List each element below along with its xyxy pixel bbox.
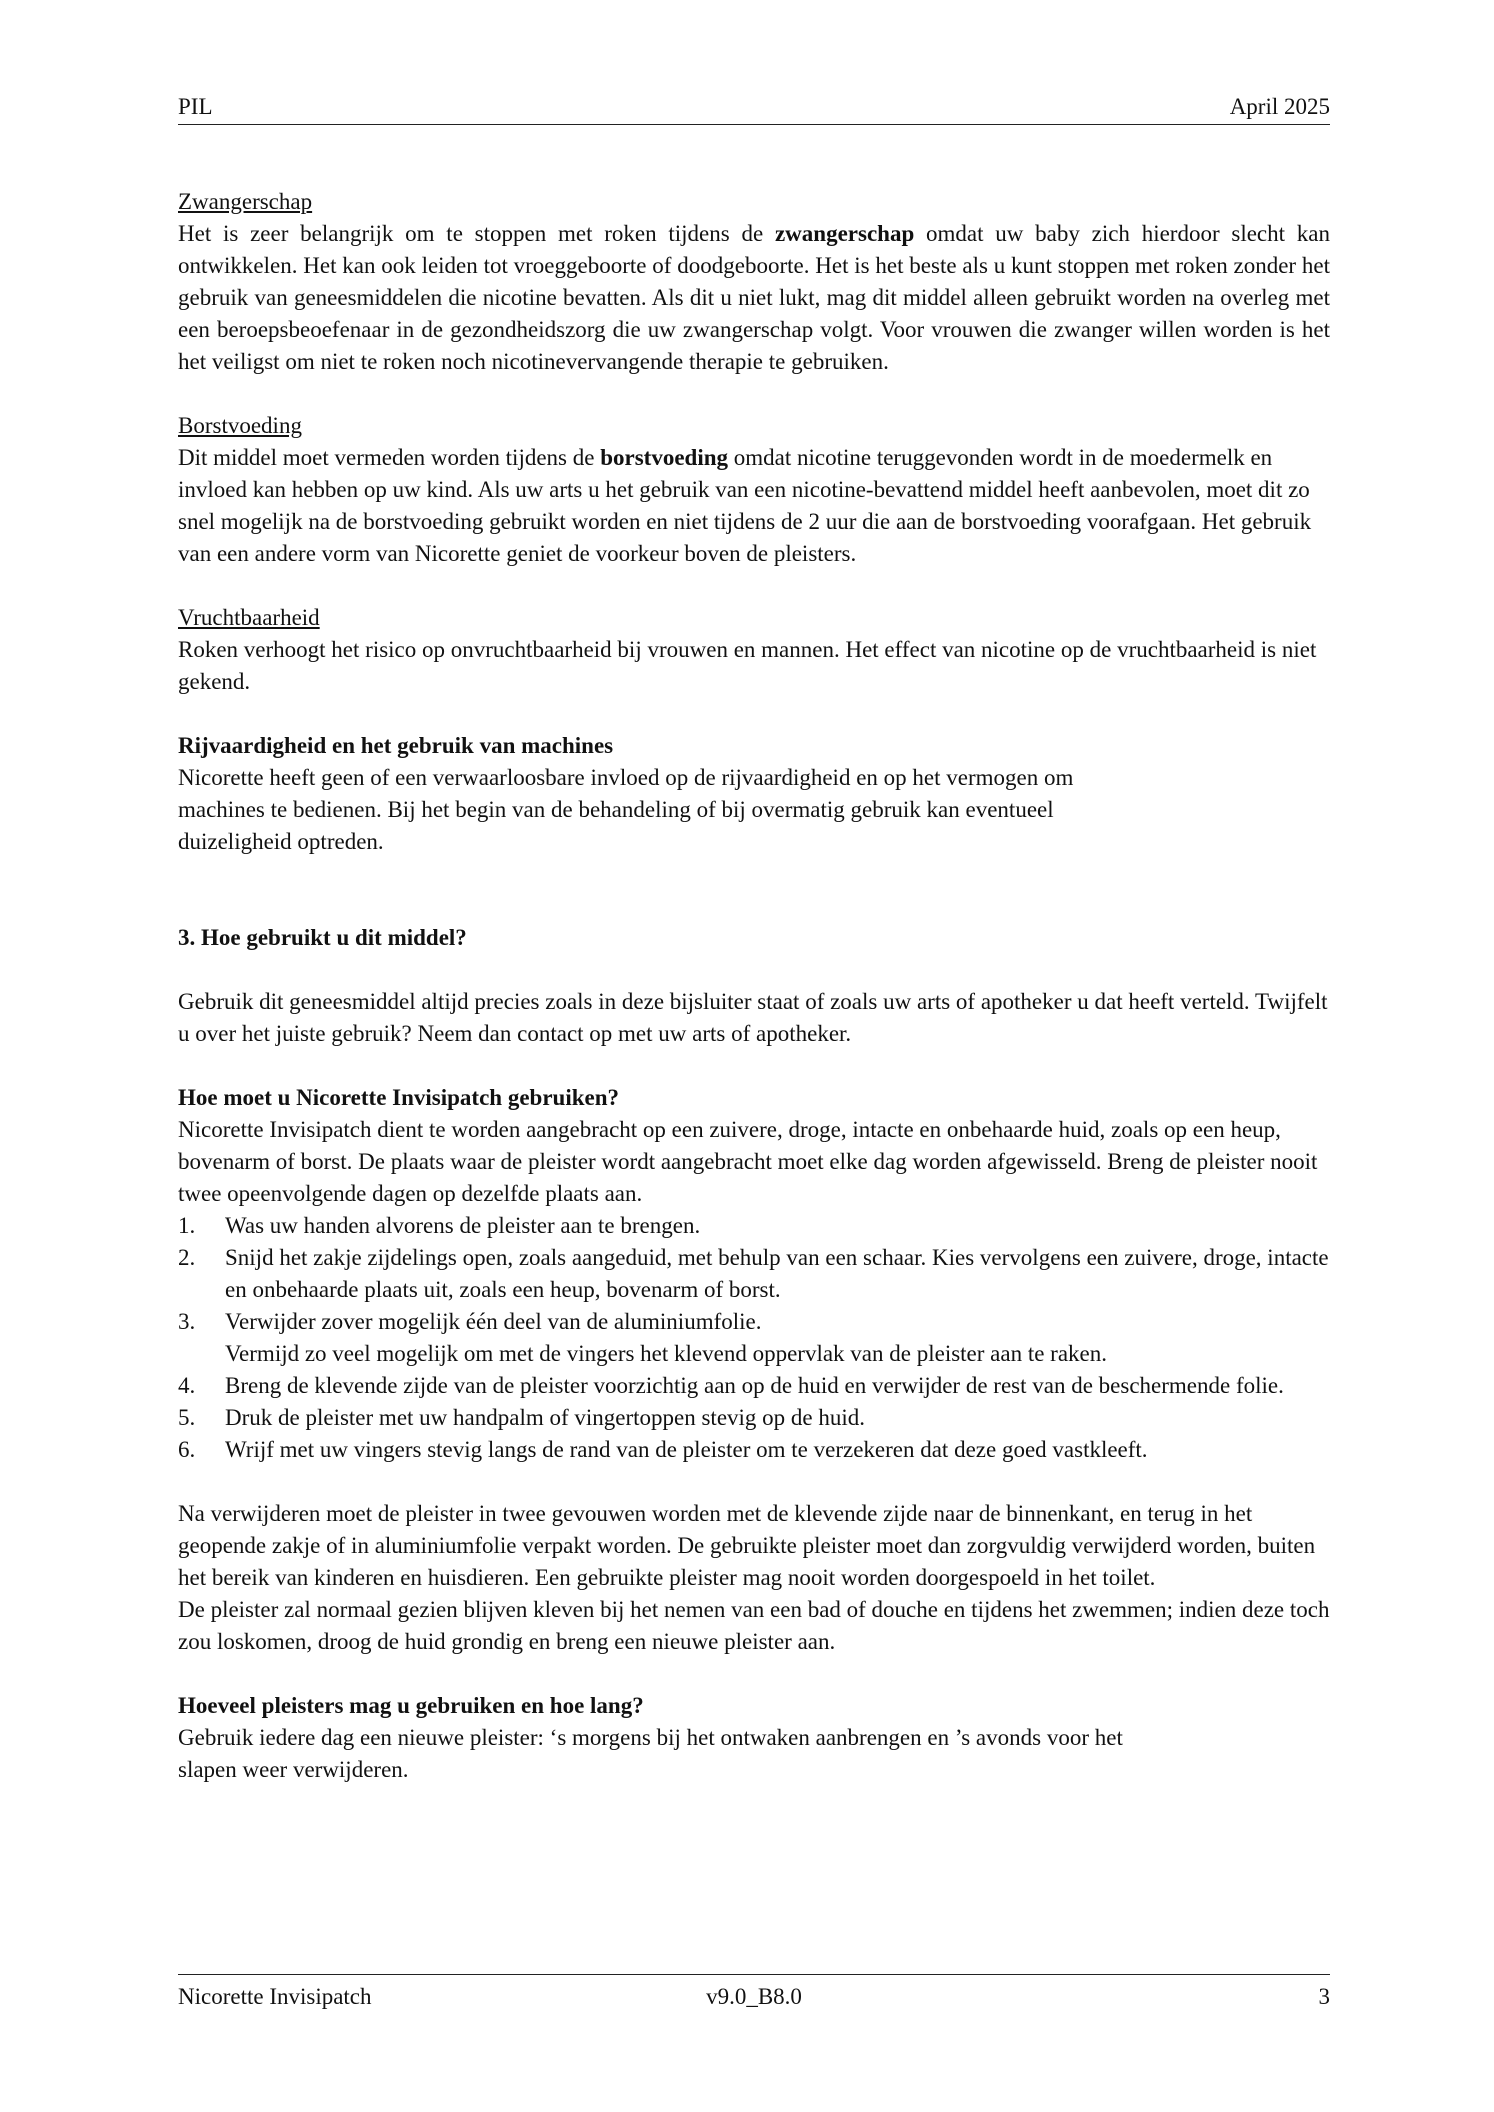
section-dosage-line-2: slapen weer verwijderen. — [178, 1757, 409, 1782]
section-howto-intro: Nicorette Invisipatch dient te worden aangebracht op een zuivere, droge, intacte en onbehaarde huid, zoals op een heup, bovenarm of borst. De plaats waar de pleister wordt aangebracht moet elke dag worden afgewisseld. Breng de pleister nooit twee opeenvolgende dagen op dezelfde plaats aan. — [178, 1117, 1318, 1206]
section-dosage-title: Hoeveel pleisters mag u gebruiken en hoe lang? — [178, 1693, 644, 1718]
section-driving-line-1: Nicorette heeft geen of een verwaarloosbare invloed op de rijvaardigheid en op het vermogen om — [178, 765, 1074, 790]
footer-divider — [178, 1974, 1330, 1975]
step-number: 4. — [178, 1373, 196, 1398]
section-driving-line-2: machines te bedienen. Bij het begin van de behandeling of bij overmatig gebruik kan eventueel — [178, 797, 1054, 822]
section-pregnancy-text: Het is zeer belangrijk om te stoppen met roken tijdens de zwangerschap omdat uw baby zich hierdoor slecht kan ontwikkelen. Het kan ook leiden tot vroeggeboorte of doodgeboorte. Het is het beste als u kunt stoppen met roken zonder het gebruik van geneesmiddelen die nicotine bevatten. Als dit u niet lukt, mag dit middel alleen gebruikt worden na overleg met een beroepsbeoefenaar in de gezondheidszorg die uw zwangerschap volgt. Voor vrouwen die zwanger willen worden is het het veiligst om niet te roken noch nicotinevervangende therapie te gebruiken. — [178, 221, 1331, 374]
header-divider — [178, 124, 1330, 125]
step-text: Was uw handen alvorens de pleister aan te brengen. — [225, 1213, 701, 1238]
step-number: 2. — [178, 1245, 196, 1270]
section-dosage-line-1: Gebruik iedere dag een nieuwe pleister: ‘s morgens bij het ontwaken aanbrengen en ’s avonds voor het — [178, 1725, 1123, 1750]
section-fertility-title: Vruchtbaarheid — [178, 605, 320, 630]
section-driving — [178, 730, 1330, 858]
section-pregnancy-title: Zwangerschap — [178, 189, 313, 214]
step-number: 3. — [178, 1309, 196, 1334]
step-number: 5. — [178, 1405, 196, 1430]
step-text: Verwijder zover mogelijk één deel van de aluminiumfolie. — [225, 1309, 762, 1334]
step-number: 1. — [178, 1213, 196, 1238]
section-breastfeeding-title: Borstvoeding — [178, 413, 302, 438]
application-steps-list — [178, 1210, 1330, 1466]
section-howto-bathing: De pleister zal normaal gezien blijven kleven bij het nemen van een bad of douche en tijdens het zwemmen; indien deze toch zou loskomen, droog de huid grondig en breng een nieuwe pleister aan. — [178, 1597, 1330, 1654]
header-date: April 2025 — [1229, 94, 1330, 119]
section-pregnancy — [178, 186, 1330, 378]
list-item — [178, 1434, 1330, 1466]
list-item — [178, 1370, 1330, 1402]
section-chapter-3 — [178, 922, 1330, 1050]
chapter-3-intro: Gebruik dit geneesmiddel altijd precies zoals in deze bijsluiter staat of zoals uw arts of apotheker u dat heeft verteld. Twijfelt u over het juiste gebruik? Neem dan contact op met uw arts of apotheker. — [178, 989, 1328, 1046]
list-item — [178, 1402, 1330, 1434]
footer-product-name: Nicorette Invisipatch — [178, 1984, 372, 2009]
section-breastfeeding-text: Dit middel moet vermeden worden tijdens de borstvoeding omdat nicotine teruggevonden wordt in de moedermelk en invloed kan hebben op uw kind. Als uw arts u het gebruik van een nicotine-bevattend middel heeft aanbevolen, moet dit zo snel mogelijk na de borstvoeding gebruikt worden en niet tijdens de 2 uur die aan de borstvoeding voorafgaan. Het gebruik van een andere vorm van Nicorette geniet de voorkeur boven de pleisters. — [178, 445, 1312, 566]
section-howto-disposal: Na verwijderen moet de pleister in twee gevouwen worden met de klevende zijde naar de binnenkant, en terug in het geopende zakje of in aluminiumfolie verpakt worden. De gebruikte pleister moet dan zorgvuldig verwijderd worden, buiten het bereik van kinderen en huisdieren. Een gebruikte pleister mag nooit worden doorgespoeld in het toilet. — [178, 1501, 1316, 1590]
header-document-type: PIL — [178, 94, 213, 119]
page-header — [178, 92, 1330, 122]
list-item — [178, 1242, 1330, 1306]
chapter-3-title: 3. Hoe gebruikt u dit middel? — [178, 925, 467, 950]
step-text: Druk de pleister met uw handpalm of vingertoppen stevig op de huid. — [225, 1405, 866, 1430]
step-number: 6. — [178, 1437, 196, 1462]
step-text: Snijd het zakje zijdelings open, zoals aangeduid, met behulp van een schaar. Kies vervolgens een zuivere, droge, intacte en onbehaarde plaats uit, zoals een heup, bovenarm of borst. — [225, 1245, 1329, 1302]
footer-page-number: 3 — [1318, 1984, 1330, 2009]
page-content — [178, 186, 1330, 1786]
section-breastfeeding — [178, 410, 1330, 570]
footer-version: v9.0_B8.0 — [706, 1984, 802, 2009]
section-driving-line-3: duizeligheid optreden. — [178, 829, 384, 854]
section-driving-title: Rijvaardigheid en het gebruik van machines — [178, 733, 614, 758]
list-item — [178, 1306, 1330, 1370]
section-fertility — [178, 602, 1330, 698]
step-text-continued: Vermijd zo veel mogelijk om met de vingers het klevend oppervlak van de pleister aan te raken. — [225, 1341, 1108, 1366]
step-text: Breng de klevende zijde van de pleister voorzichtig aan op de huid en verwijder de rest van de beschermende folie. — [225, 1373, 1284, 1398]
step-text: Wrijf met uw vingers stevig langs de rand van de pleister om te verzekeren dat deze goed vastkleeft. — [225, 1437, 1148, 1462]
list-item — [178, 1210, 1330, 1242]
section-fertility-text: Roken verhoogt het risico op onvruchtbaarheid bij vrouwen en mannen. Het effect van nicotine op de vruchtbaarheid is niet gekend. — [178, 637, 1317, 694]
section-howto-title: Hoe moet u Nicorette Invisipatch gebruiken? — [178, 1085, 620, 1110]
section-dosage — [178, 1690, 1330, 1786]
section-howto — [178, 1082, 1330, 1658]
